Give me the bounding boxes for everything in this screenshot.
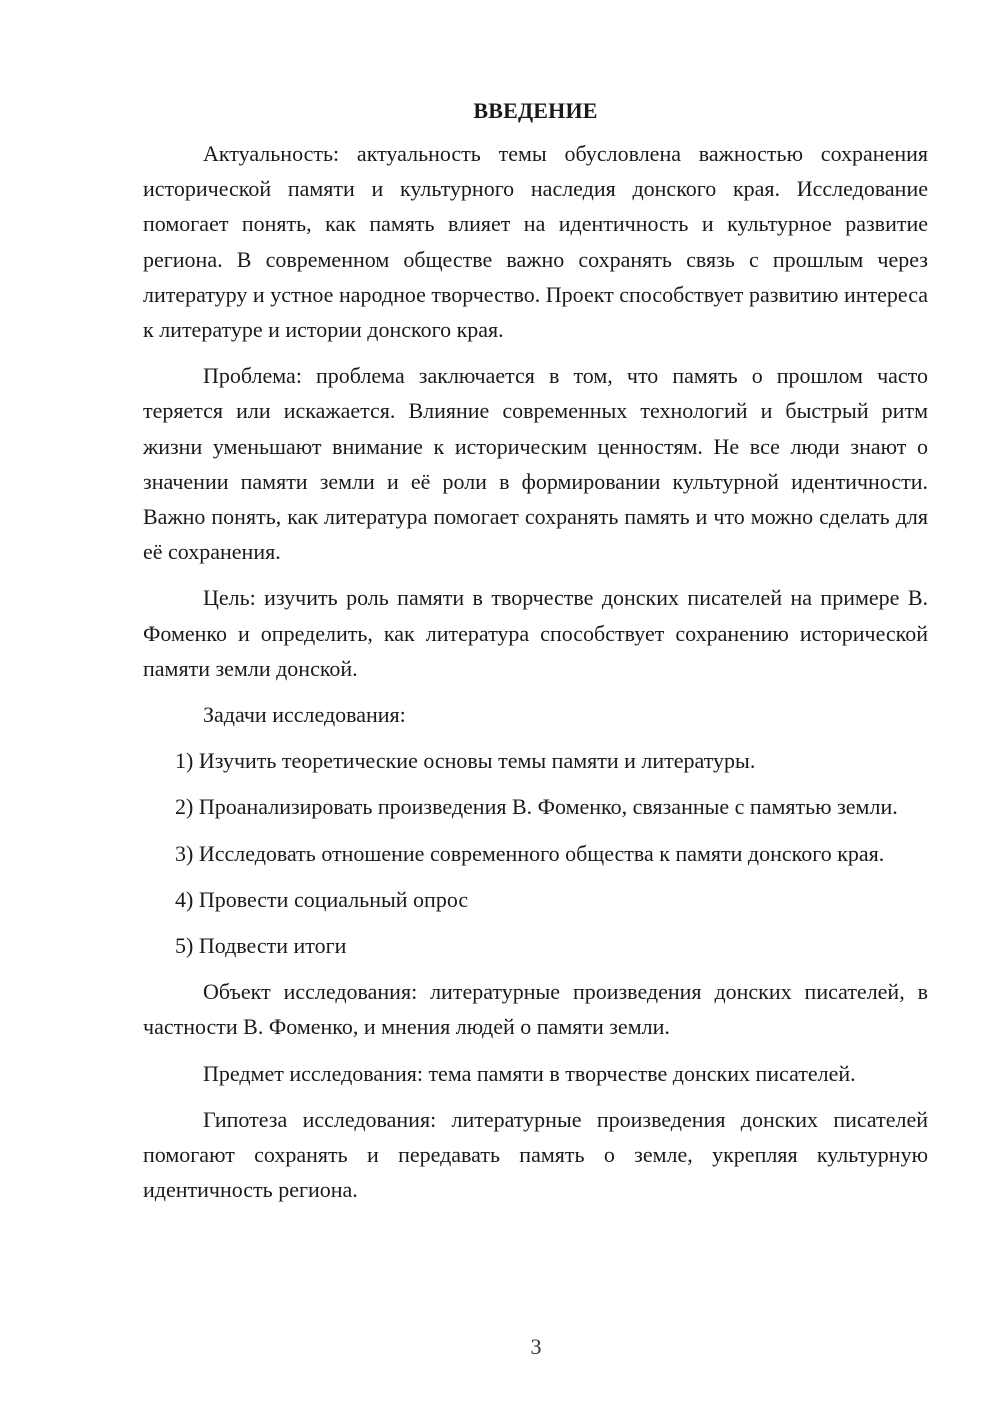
task-item: 5) Подвести итоги [175,933,347,959]
page-number: 3 [530,1334,542,1359]
relevance-paragraph: Актуальность: актуальность темы обусловлена важностью сохранения исторической памяти и культурного наследия донского края. Исследование помогает понять, как память влияет на идентичность и культурное развитие региона. В современном обществе важно сохранять связь с прошлым через литературу и устное народное творчество. Проект способствует развитию интереса к литературе и истории донского края. [143,141,928,343]
page-title: ВВЕДЕНИЕ [473,98,598,123]
problem-paragraph: Проблема: проблема заключается в том, что память о прошлом часто теряется или искажается. Влияние современных технологий и быстрый ритм жизни уменьшают внимание к историческим ценностям. Не все люди знают о значении памяти земли и её роли в формировании культурной идентичности. Важно понять, как литература помогает сохранять память и что можно сделать для её сохранения. [143,363,928,565]
subject-paragraph: Предмет исследования: тема памяти в творчестве донских писателей. [203,1060,856,1086]
task-item: 4) Провести социальный опрос [175,886,469,912]
tasks-heading: Задачи исследования: [203,702,406,728]
object-paragraph: Объект исследования: литературные произведения донских писателей, в частности В. Фоменко, и мнения людей о памяти земли. [143,979,928,1040]
document-page [143,96,928,1218]
task-item: 3) Исследовать отношение современного общества к памяти донского края. [175,840,885,866]
task-item: 2) Проанализировать произведения В. Фоменко, связанные с памятью земли. [175,794,898,820]
tasks-list [143,743,928,963]
task-item: 1) Изучить теоретические основы темы памяти и литературы. [175,748,756,774]
hypothesis-paragraph: Гипотеза исследования: литературные произведения донских писателей помогают сохранять и передавать память о земле, укрепляя культурную идентичность региона. [143,1106,928,1203]
goal-paragraph: Цель: изучить роль памяти в творчестве донских писателей на примере В. Фоменко и определить, как литература способствует сохранению исторической памяти земли донской. [143,585,928,681]
